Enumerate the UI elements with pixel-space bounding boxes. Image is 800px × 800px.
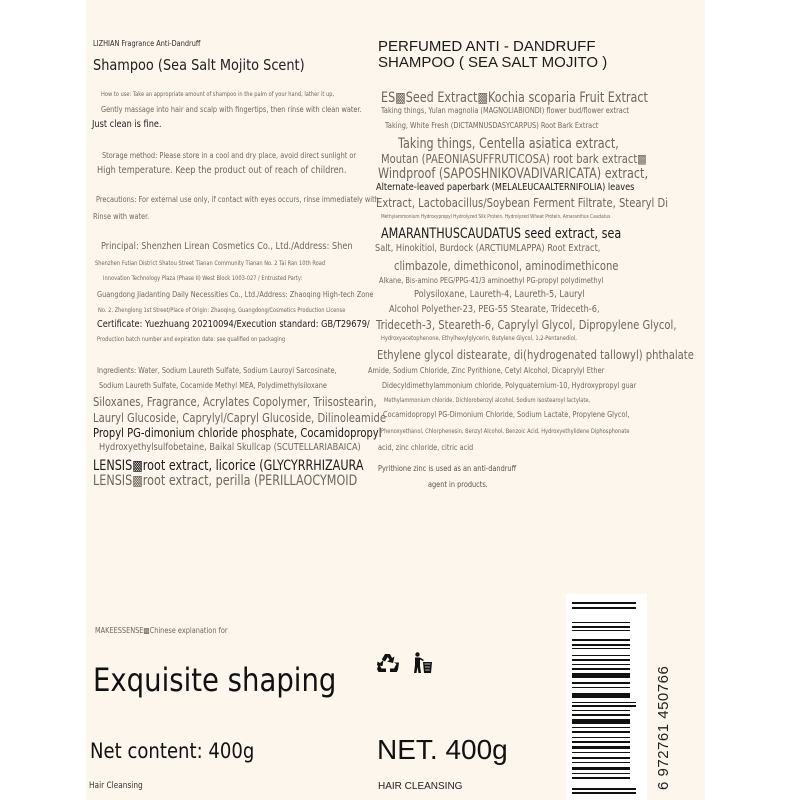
company-line: Production batch number and expiration date: see qualified on packaging — [97, 336, 286, 343]
right-ingredients-line: ES▩Seed Extract▩Kochia scoparia Fruit Extract — [381, 90, 648, 106]
right-ingredients-line: Ethylene glycol distearate, di(hydrogenated tallowyl) phthalate — [377, 347, 694, 362]
usage-line: Gently massage into hair and scalp with fingertips, then rinse with clean water. — [101, 105, 362, 114]
right-ingredients-line: Didecyldimethylammonium chloride, Polyquaternium-10, Hydroxypropyl guar — [382, 381, 637, 390]
make-essense-line: MAKEESSENSE▩Chinese explanation for — [95, 626, 228, 635]
recycle-icon — [377, 653, 399, 673]
company-line: Guangdong Jiadanting Daily Necessities Co., Ltd./Address: Zhaoqing High-tech Zone — [97, 290, 374, 299]
net-content-right: NET. 400g — [377, 734, 508, 765]
right-ingredients-line: Polysiloxane, Laureth-4, Laureth-5, Lauryl — [414, 289, 585, 300]
company-line: Shenzhen Futian District Shatou Street Tianan Community Tianan No. 2 Tai Ran 10th Road — [95, 260, 326, 267]
storage-line: Storage method: Please store in a cool and dry place, avoid direct sunlight or — [102, 151, 357, 160]
ingredients-line: Propyl PG-dimonium chloride phosphate, Cocamidopropyl — [93, 425, 382, 440]
right-ingredients-line: Taking, White Fresh (DICTAMNUSDASYCARPUS) Root Bark Extract — [385, 121, 599, 130]
brand-line: LIZHIAN Fragrance Anti-Dandruff — [93, 39, 201, 48]
right-ingredients-line: Salt, Hinokitiol, Burdock (ARCTIUMLAPPA) Root Extract, — [375, 243, 601, 254]
right-ingredients-line: Extract, Lactobacillus/Soybean Ferment Filtrate, Stearyl Di — [376, 195, 668, 210]
right-ingredients-line: Hydroxyacetophenone, Ethylhexylglycerin, Butylene Glycol, 1,2-Pentanediol, — [381, 335, 577, 342]
right-ingredients-line: Moutan (PAEONIASUFFRUTICOSA) root bark extract▩ — [381, 151, 647, 166]
right-ingredients-line: Alternate-leaved paperbark (MELALEUCAALTERNIFOLIA) leaves — [376, 182, 635, 193]
right-ingredients-line: Taking things, Yulan magnolia (MAGNOLIABIONDI) flower bud/flower extract — [381, 106, 630, 115]
right-title-line: PERFUMED ANTI - DANDRUFF — [378, 38, 596, 55]
right-ingredients-line: Methylammonium chloride, Dichlorobenzyl alcohol, Sodium isostearoyl lactylate, — [384, 397, 591, 404]
product-title: Shampoo (Sea Salt Mojito Scent) — [93, 56, 305, 74]
right-ingredients-line: acid, zinc chloride, citric acid — [378, 443, 474, 452]
precautions-line: Precautions: For external use only, if contact with eyes occurs, rinse immediately with — [96, 195, 379, 204]
pyrithione-note: Pyrithione zinc is used as an anti-dandruff — [378, 464, 517, 473]
ingredients-line: LENSIS▩root extract, perilla (PERILLAOCYMOID — [93, 473, 358, 489]
barcode-bars — [572, 602, 634, 794]
ingredients-line: LENSIS▩root extract, licorice (GLYCYRRHIZAURA — [93, 458, 364, 474]
right-ingredients-line: Amide, Sodium Chloride, Zinc Pyrithione, Cetyl Alcohol, Dicaprylyl Ether — [368, 366, 605, 375]
disposal-icons — [377, 652, 433, 674]
ingredients-line: Sodium Laureth Sulfate, Cocamide Methyl MEA, Polydimethylsiloxane — [99, 381, 327, 390]
right-ingredients-line: Cocamidopropyl PG-Dimonium Chloride, Sodium Lactate, Propylene Glycol, — [383, 410, 630, 419]
right-ingredients-line: Alcohol Polyether-23, PEG-55 Stearate, Trideceth-6, — [389, 304, 600, 315]
right-ingredients-line: Methylammonium Hydroxypropyl Hydrolyzed Silk Protein, Hydrolyzed Wheat Protein, Amaranthus Caudatus — [381, 214, 611, 220]
certificate-line: Certificate: Yuezhuang 20210094/Execution standard: GB/T29679/ — [97, 319, 370, 330]
pyrithione-note: agent in products. — [428, 480, 488, 489]
right-ingredients-line: Taking things, Centella asiatica extract, — [398, 136, 619, 152]
right-title-line: SHAMPOO ( SEA SALT MOJITO ) — [378, 54, 608, 71]
precautions-line: Rinse with water. — [93, 212, 150, 221]
tidy-man-icon — [413, 652, 433, 674]
right-ingredients-line: Trideceth-3, Steareth-6, Caprylyl Glycol, Dipropylene Glycol, — [376, 317, 677, 332]
usage-line: Just clean is fine. — [92, 119, 162, 130]
storage-line: High temperature. Keep the product out of reach of children. — [97, 165, 347, 176]
category-left: Hair Cleansing — [89, 781, 143, 791]
right-ingredients-line: climbazole, dimethiconol, aminodimethicone — [394, 258, 619, 273]
company-line: Principal: Shenzhen Lirean Cosmetics Co., Ltd./Address: Shen — [101, 241, 353, 252]
ingredients-line: Lauryl Glucoside, Caprylyl/Capryl Glucoside, Dilinoleamide — [93, 410, 387, 425]
right-ingredients-line: Alkane, Bis-amino PEG/PPG-41/3 aminoethyl PG-propyl polydimethyl — [379, 276, 604, 285]
company-line: No. 2, Zhenglong 1st Street/Place of Origin: Zhaoqing, Guangdong/Cosmetics Production License — [98, 307, 346, 314]
usage-line: How to use: Take an appropriate amount of shampoo in the palm of your hand, lather it up, — [101, 91, 335, 98]
ingredients-line: Hydroxyethylsulfobetaine, Baikal Skullcap (SCUTELLARIABAICA) — [99, 442, 361, 453]
barcode — [566, 594, 672, 800]
category-right: HAIR CLEANSING — [378, 781, 463, 792]
net-content-left: Net content: 400g — [90, 739, 255, 763]
barcode-number: 6 972761 450766 — [655, 665, 672, 790]
company-line: Innovation Technology Plaza (Phase II) West Block 1003-027 / Entrusted Party: — [103, 275, 303, 282]
right-ingredients-line: Phenoxyethanol, Chlorphenesin, Benzyl Alcohol, Benzoic Acid, Hydroxyethylidene Diphosphonate — [381, 428, 630, 435]
ingredients-line: Siloxanes, Fragrance, Acrylates Copolymer, Triisostearin, — [93, 394, 377, 409]
ingredients-line: Ingredients: Water, Sodium Laureth Sulfate, Sodium Lauroyl Sarcosinate, — [97, 366, 337, 375]
right-ingredients-line: AMARANTHUSCAUDATUS seed extract, sea — [381, 226, 622, 242]
right-ingredients-line: Windproof (SAPOSHNIKOVADIVARICATA) extract, — [378, 166, 648, 182]
slogan: Exquisite shaping — [93, 661, 337, 699]
